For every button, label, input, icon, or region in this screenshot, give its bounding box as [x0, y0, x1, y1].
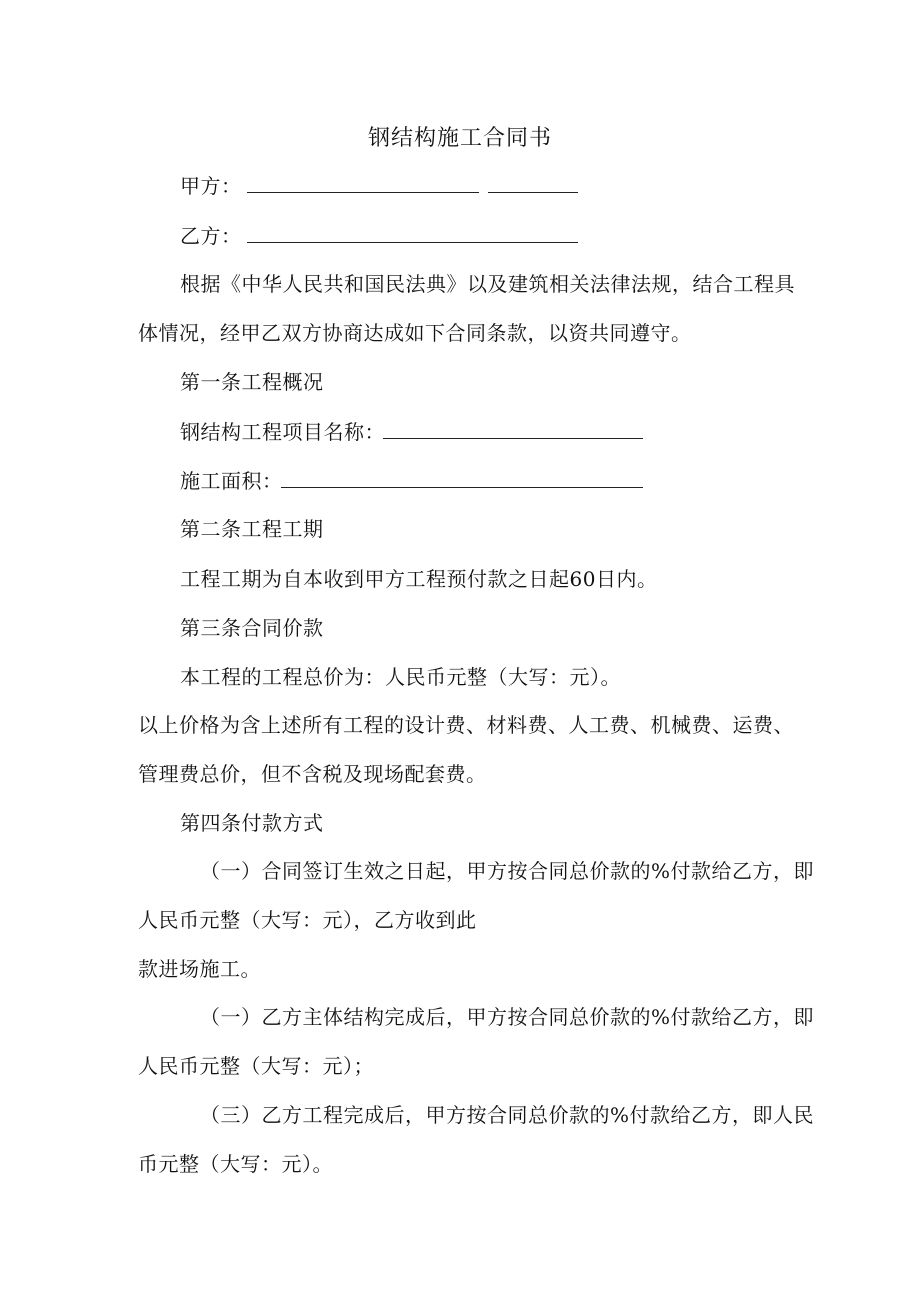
- article-1-heading: 第一条工程概况: [180, 370, 324, 394]
- payment-2-line-1: （一）乙方主体结构完成后，甲方按合同总价款的%付款给乙方，即: [200, 1005, 815, 1029]
- payment-1-line-2: 人民币元整（大写：元），乙方收到此: [138, 908, 477, 932]
- project-name-row: [180, 418, 385, 446]
- party-a-blank-1: [247, 174, 479, 193]
- party-b-label: 乙方：: [180, 224, 242, 248]
- payment-3-line-1: （三）乙方工程完成后，甲方按合同总价款的%付款给乙方，即人民: [200, 1103, 815, 1127]
- area-blank: [281, 469, 643, 488]
- price-note-line-2: 管理费总价，但不含税及现场配套费。: [138, 762, 487, 786]
- article-3-heading: 第三条合同价款: [180, 616, 324, 640]
- document-title: 钢结构施工合同书: [367, 126, 552, 151]
- party-a-blank-2: [488, 174, 578, 193]
- intro-line-1: 根据《中华人民共和国民法典》以及建筑相关法律法规，结合工程具: [180, 272, 795, 296]
- party-a-row: [180, 172, 242, 200]
- project-name-blank: [383, 420, 643, 439]
- area-label: 施工面积：: [180, 469, 283, 493]
- payment-3-line-2: 币元整（大写：元）。: [138, 1152, 333, 1176]
- payment-2-line-2: 人民币元整（大写：元）；: [138, 1054, 374, 1078]
- project-name-label: 钢结构工程项目名称：: [180, 420, 385, 444]
- party-a-label: 甲方：: [180, 174, 242, 198]
- payment-1-line-1: （一）合同签订生效之日起，甲方按合同总价款的%付款给乙方，即: [200, 859, 815, 883]
- party-b-blank: [247, 224, 578, 243]
- party-b-row: [180, 222, 242, 250]
- price-note-line-1: 以上价格为含上述所有工程的设计费、材料费、人工费、机械费、运费、: [138, 713, 794, 737]
- price-text: 本工程的工程总价为：人民币元整（大写：元）。: [180, 665, 621, 689]
- area-row: [180, 467, 283, 495]
- period-text: 工程工期为自本收到甲方工程预付款之日起60日内。: [180, 567, 658, 591]
- article-4-heading: 第四条付款方式: [180, 811, 324, 835]
- intro-line-2: 体情况，经甲乙双方协商达成如下合同条款，以资共同遵守。: [138, 321, 692, 345]
- payment-1-line-3: 款进场施工。: [138, 957, 261, 981]
- article-2-heading: 第二条工程工期: [180, 517, 324, 541]
